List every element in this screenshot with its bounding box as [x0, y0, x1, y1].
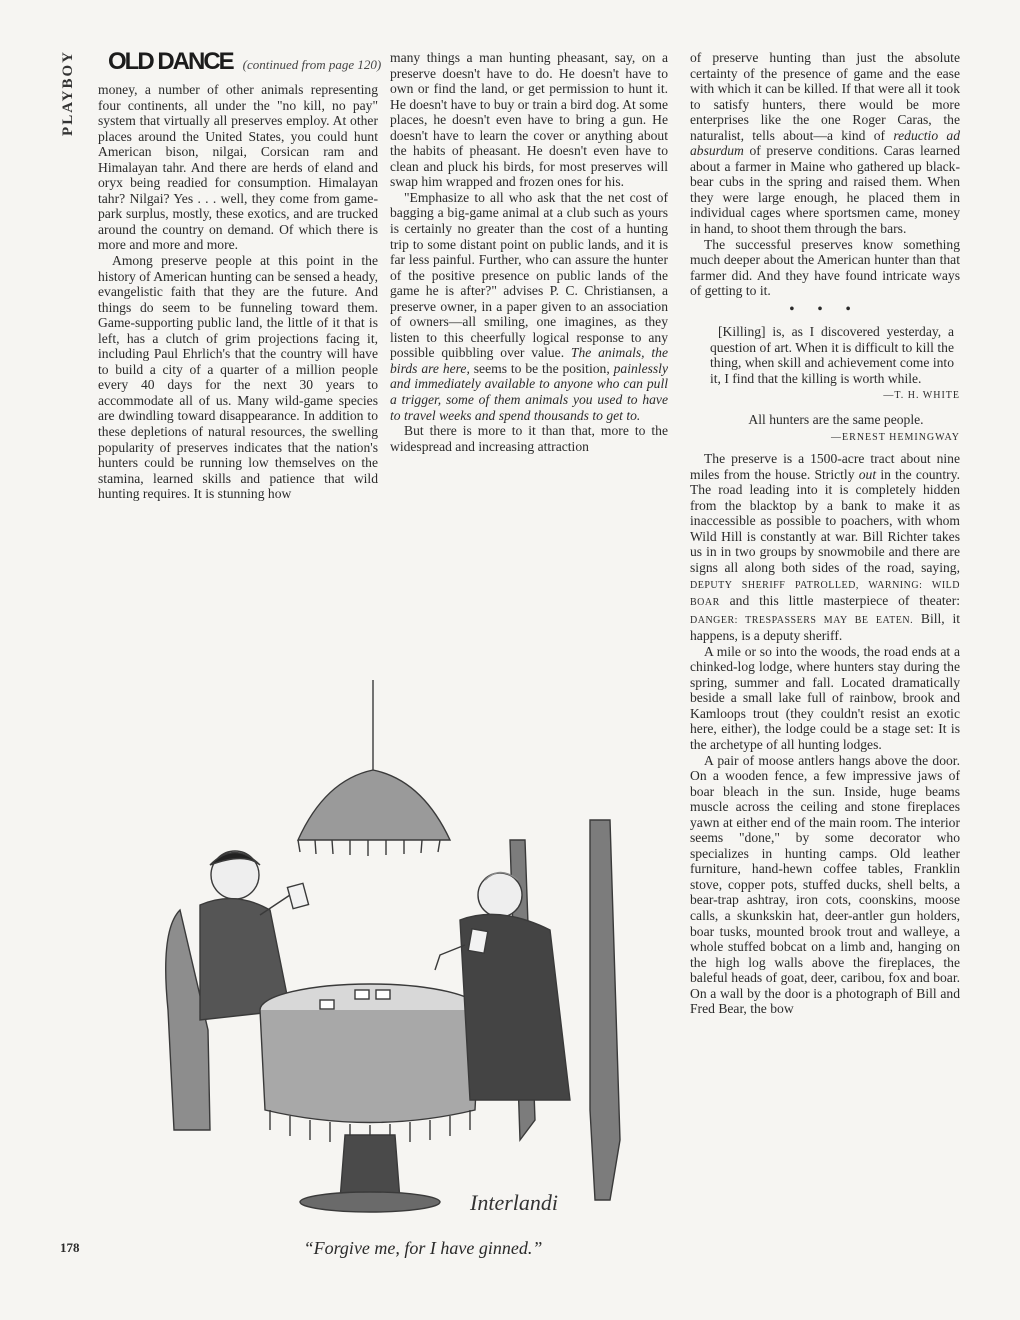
sign-text: DANGER: TRESPASSERS MAY BE EATEN. [690, 614, 914, 626]
paragraph: A mile or so into the woods, the road ends at a chinked-log lodge, where hunters stay during the spring, summer and fall. Located dramatically beside a small lake full of rainbow, brook and Kamloops trout (they couldn't resist an exotic here, either), the lodge could be a stage set: It is the archetype of all hunting lodges. [690, 643, 960, 752]
paragraph [690, 451, 960, 644]
text-run: "Emphasize to all who ask that the net cost of bagging a big-game animal at a club such as yours is certainly no greater than the cost of a hunting trip to some distant point on public lands, and it is far less painful. Further, who can assure the hunter of the positive presence on public lands of the game he is after?" advises P. C. Christiansen, a preserve owner, in a paper given to an association of owners—all smiling, one imagines, as they listen to this cheerfully logical response to any possible quibbling over value. [390, 189, 668, 361]
text-column-3 [690, 50, 960, 1017]
lamp-shade [298, 770, 450, 840]
quote-attribution: —T. H. WHITE [883, 390, 960, 402]
text-run: The preserve is a 1500-acre tract about nine miles from the house. Strictly [690, 451, 960, 482]
paragraph: A pair of moose antlers hangs above the door. On a wooden fence, a few impressive jaws of boar bleach in the sun. Inside, huge beams muscle across the ceiling and stone fireplaces yawn at either end of the main room. The interior seems "done," by some decorator who specializes in hunting camps. Old leather furniture, hand-hewn coffee tables, Franklin stove, copper pots, stuffed ducks, shell belts, a bear-trap ashtray, iron cots, coonskins, moose calls, a skunkskin hat, deer-antler gun holders, boar tusks, mounted brook trout and walleye, a whole stuffed bobcat on a limb and, hanging on the high log walls above the fireplaces, the baleful heads of goat, deer, caribou, fox and boar. On a wall by the door is a photograph of Bill and Fred Bear, the bow [690, 752, 960, 1017]
text-run: Bill, it happens, is a deputy sheriff. [690, 610, 961, 644]
italic-run: out [858, 466, 877, 482]
cartoon-caption: “Forgive me, for I have ginned.” [303, 1238, 543, 1258]
paragraph: money, a number of other animals representing four continents, all under the "no kill, no pay" system that virtually all preserves employ. At other places around the United States, you could hunt American bison, nilgai, Corsican ram and Himalayan tahr. And there are herds of eland and oryx being readied for consumption. Himalayan tahr? Nilgai? Yes . . . well, they come from game-park surplus, mostly, these exotics, and are trucked around the country on demand. Of which there is more and more and more. [98, 82, 378, 253]
paragraph [690, 50, 960, 237]
epigraph-quote [710, 324, 954, 386]
right-chair [590, 820, 620, 1200]
page-number: 178 [60, 1240, 80, 1255]
table-pedestal [340, 1135, 400, 1200]
text-run: and this little masterpiece of theater: [729, 593, 960, 609]
italic-run: The animals, the birds are here, [390, 345, 668, 376]
text-column-1 [98, 82, 378, 502]
italic-run: reductio ad absurdum [690, 127, 960, 159]
article-title: OLD DANCE [108, 48, 233, 75]
paragraph: many things a man hunting pheasant, say, on a preserve doesn't have to do. He doesn't have to own or find the land, or get permission to hunt it. He doesn't have to buy or train a bird dog. At some places, he doesn't even have to bring a gun. He doesn't have to learn the cover or anything about the habits of pheasant. He doesn't even have to clean and pluck his birds, for most preserves will swap him wrapped and frozen ones for his. [390, 50, 668, 190]
paragraph: The successful preserves know something much deeper about the American hunter than that farmer did. And they have found intricate ways of getting to it. [690, 236, 960, 299]
italic-run: painlessly and immediately available to anyone who can pull a trigger, some of them animals you used to have to travel weeks and spend thousands to get to. [390, 360, 668, 423]
text-run: of preserve hunting than just the absolute certainty of the presence of game and the ease with which it can be killed. If that were all it took to satisfy hunters, there would be more enterprises like the one Roger Caras, the naturalist, tells about—a kind of [690, 50, 960, 143]
sign-text: DEPUTY SHERIFF PATROLLED, WARNING: WILD BOAR [690, 579, 960, 609]
quote-attribution: —ERNEST HEMINGWAY [831, 431, 960, 443]
paragraph [390, 190, 668, 423]
text-run: seems to be the position, [473, 360, 610, 376]
cartoon-illustration [140, 680, 670, 1235]
artist-signature: Interlandi [470, 1190, 558, 1215]
quote-text: [Killing] is, as I discovered yesterday, a question of art. When it is difficult to kill the thing, when skill and achievement come into it, I find that the killing is worth while. [710, 324, 954, 386]
text-run: of preserve conditions. Caras learned about a farmer in Maine who gathered up black-bear cubs in the spring and raised them. When they were large enough, he placed them in individual cages where sportsmen came, money in hand, to shoot them through the bars. [690, 143, 960, 237]
article-header [108, 48, 381, 76]
text-column-2 [390, 50, 668, 454]
continued-note: (continued from page 120) [242, 57, 382, 72]
paragraph: Among preserve people at this point in the history of American hunting can be sensed a heady, evangelistic faith that they are the future. And things do seem to be funneling toward them. Game-supporting public land, the little of it that is left, has a clutch of grim projections facing it, including Paul Ehrlich's that the country will have to build a city of a quarter of a million people every 40 days for the next 30 years to accommodate all of us. Many wild-game species are dwindling toward disappearance. In addition to these depletions of natural resources, the swelling popularity of preserves indicates that the nation's hunters could be running low themselves on the stamina, learned skills and patience that wild hunting requires. It is stunning how [98, 253, 378, 502]
magazine-name: PLAYBOY [60, 50, 76, 136]
paragraph: But there is more to it than that, more to the widespread and increasing attraction [390, 423, 668, 454]
quote-text: All hunters are the same people. [748, 412, 924, 428]
section-break: • • • [789, 300, 861, 316]
epigraph-quote [710, 412, 954, 428]
text-run: in the country. The road leading into it is completely hidden from the blacktop by a bank to make it as inaccessible as possible to poachers, with whom Wild Hill is constantly at war. Bill Richter takes us in in two groups by snowmobile and there are signs all along both sides of the road, saying, [690, 466, 960, 575]
